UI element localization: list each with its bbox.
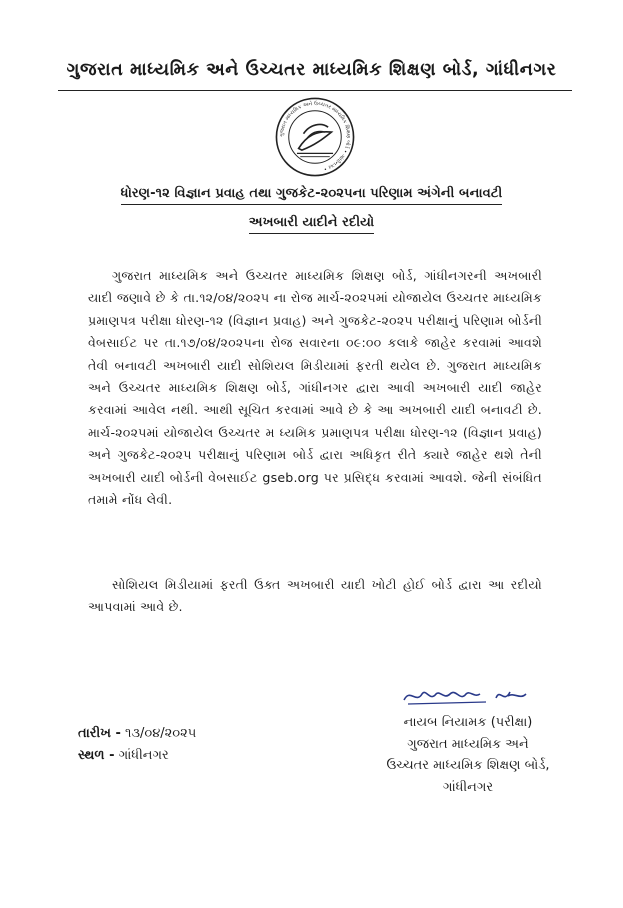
- website-link[interactable]: gseb.org: [262, 469, 319, 485]
- signatory-org-line-2: ઉચ્ચતર માધ્યમિક શિક્ષણ બોર્ડ,: [386, 758, 550, 773]
- signatory-block: [368, 712, 568, 798]
- signatory-designation: નાયબ નિયામક (પરીક્ષા): [403, 715, 533, 730]
- place-line: સ્થળ - ગાંધીનગર: [78, 748, 169, 763]
- signatory-org-line-1: ગુજરાત માધ્યમિક અને: [407, 736, 529, 752]
- title-underline: [58, 90, 572, 91]
- body-paragraph-2: સોશિયલ મિડીયામાં ફરતી ઉક્ત અખબારી યાદી ખોટી હોઈ બોર્ડ દ્વારા આ રદીયો આપવામાં આવે છે.: [88, 577, 542, 615]
- handwritten-signature: [400, 682, 540, 710]
- signatory-city: ગાંધીનગર: [442, 779, 494, 795]
- subject-line-1: ધોરણ-૧૨ વિજ્ઞાન પ્રવાહ તથા ગુજકેટ-૨૦૨૫ના પરિણામ અંગેની બનાવટી: [40, 186, 583, 201]
- seal-ring-text: ગુજરાત માધ્યમિક અને ઉચ્ચતર માધ્યમિક શિક્ષણ બોર્ડ • ગાંધીનગર •: [278, 100, 352, 172]
- board-title: ગુજરાત માધ્યમિક અને ઉચ્ચતર માધ્યમિક શિક્ષણ બોર્ડ, ગાંધીનગર: [66, 60, 557, 80]
- board-logo-seal: [274, 96, 356, 178]
- date-line: તારીખ - ૧૩/૦૪/૨૦૨૫: [78, 726, 197, 741]
- body-paragraph-1: ગુજરાત માધ્યમિક અને ઉચ્ચતર માધ્યમિક શિક્ષણ બોર્ડ, ગાંધીનગરની અખબારી યાદી જણાવે છે કે તા.૧૨/૦૪/૨૦૨૫ ના રોજ માર્ચ-૨૦૨૫માં યોજાયેલ ઉચ્ચતર માધ્યમિક પ્રમાણપત્ર પરીક્ષા ધોરણ-૧૨ (વિજ્ઞાન પ્રવાહ) અને ગુજકેટ-૨૦૨૫ પરીક્ષાનું પરિણામ બોર્ડની વેબસાઈટ પર તા.૧૭/૦૪/૨૦૨૫ના રોજ સવારના ૦૯:૦૦ કલાકે જાહેર કરવામાં આવશે તેવી બનાવટી અખબારી યાદી સોશિયલ મિડીયામાં ફરતી થયેલ છે. ગુજરાત માધ્યમિક અને ઉચ્ચતર માધ્યમિક શિક્ષણ બોર્ડ, ગાંધીનગર દ્વારા આવી અખબારી યાદી જાહેર કરવામાં આવેલ નથી. આથી સૂચિત કરવામાં આવે છે કે આ અખબારી યાદી બનાવટી છે. માર્ચ-૨૦૨૫માં યોજાયેલ ઉચ્ચતર મ ધ્યમિક પ્રમાણપત્ર પરીક્ષા ધોરણ-૧૨ (વિજ્ઞાન પ્રવાહ) અને ગુજકેટ-૨૦૨૫ પરીક્ષાનું પરિણામ બોર્ડ દ્વારા અધિકૃત રીતે ક્યારે જાહેર થશે તેની અખબારી યાદી બોર્ડની વેબસાઈટ gseb.org પર પ્રસિદ્ધ કરવામાં આવશે. જેની સંબંધિત તમામે નોંધ લેવી.: [88, 268, 542, 508]
- subject-line-2: અખબારી યાદીને રદીયો: [40, 215, 583, 230]
